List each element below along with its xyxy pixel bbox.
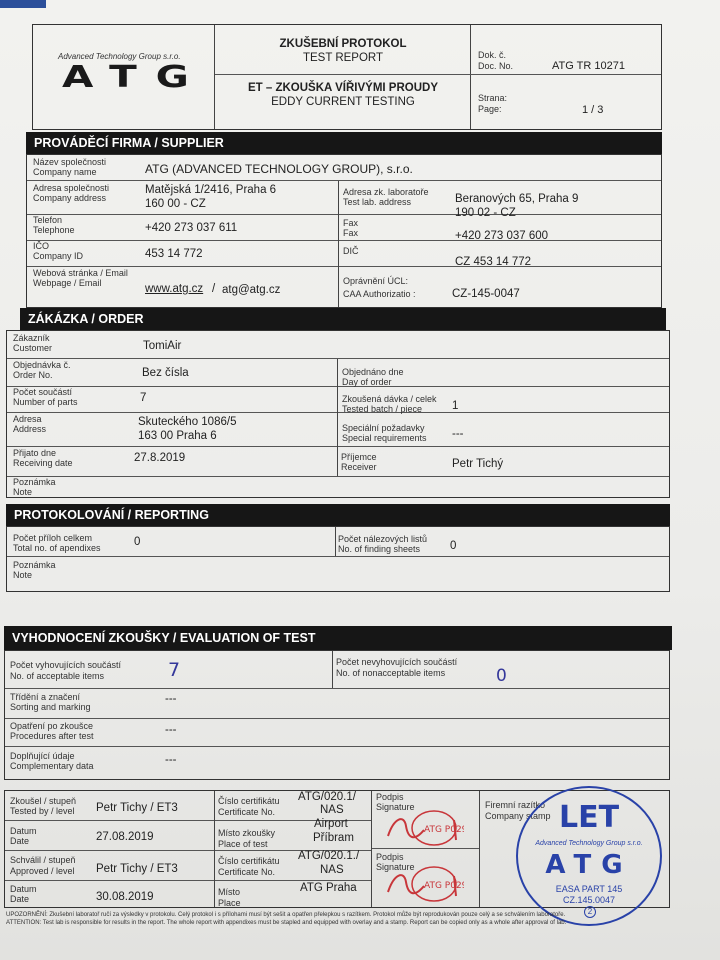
sign2-label-cz: Podpis bbox=[376, 852, 404, 862]
caa-value: CZ-145-0047 bbox=[452, 288, 520, 300]
complementary-value: --- bbox=[165, 754, 177, 766]
tel-label-en: Telephone bbox=[33, 225, 75, 235]
lab-addr-line2: 190 02 - CZ bbox=[455, 207, 516, 219]
section-reporting-heading: PROTOKOLOVÁNÍ / REPORTING bbox=[6, 504, 670, 526]
ico-label-en: Company ID bbox=[33, 251, 84, 261]
ordered-label-cz: Objednáno dne bbox=[342, 367, 404, 377]
stamp-serial: 2 bbox=[584, 906, 596, 918]
customer-label-cz: Zákazník bbox=[13, 333, 50, 343]
special-value: --- bbox=[452, 428, 464, 440]
appendix-value: 0 bbox=[134, 536, 141, 548]
email-link[interactable]: atg@atg.cz bbox=[222, 284, 281, 296]
page-label-en: Page: bbox=[478, 104, 502, 114]
supplier-addr-line1: Matějská 1/2416, Praha 6 bbox=[145, 184, 277, 196]
supplier-addr-line2: 160 00 - CZ bbox=[145, 198, 206, 210]
approved-label-cz: Schválil / stupeň bbox=[10, 855, 76, 865]
customer-value: TomiAir bbox=[143, 340, 182, 352]
sign1-label-cz: Podpis bbox=[376, 792, 404, 802]
place2-value: ATG Praha bbox=[300, 882, 357, 894]
stamp-let: LET bbox=[558, 800, 620, 835]
reporting-note-label-en: Note bbox=[13, 570, 33, 580]
nonacceptable-label-cz: Počet nevyhovujících součástí bbox=[336, 657, 458, 667]
appendix-label-cz: Počet příloh celkem bbox=[13, 533, 93, 543]
place1-label-cz: Místo zkoušky bbox=[218, 828, 276, 838]
stamp-easa: EASA PART 145 bbox=[555, 884, 623, 894]
dic-label: DIČ bbox=[343, 246, 359, 256]
title-en: TEST REPORT bbox=[302, 52, 384, 64]
tested-date-label-en: Date bbox=[10, 836, 30, 846]
batch-value: 1 bbox=[452, 400, 459, 412]
section-supplier-heading: PROVÁDĚCÍ FIRMA / SUPPLIER bbox=[26, 132, 662, 154]
cert1-label-en: Certificate No. bbox=[218, 807, 276, 817]
findings-value: 0 bbox=[450, 540, 457, 552]
signature-2-stamp-text: ATG P029 bbox=[424, 881, 464, 891]
cert1-label-cz: Číslo certifikátu bbox=[218, 796, 280, 806]
tested-label-cz: Zkoušel / stupeň bbox=[10, 796, 77, 806]
customer-label-en: Customer bbox=[13, 343, 53, 353]
subtitle-en: EDDY CURRENT TESTING bbox=[271, 96, 415, 108]
tel-label-cz: Telefon bbox=[33, 215, 63, 225]
place1-line1: Airport bbox=[314, 818, 348, 830]
tested-by-value: Petr Tichy / ET3 bbox=[96, 802, 178, 814]
approved-date-label-cz: Datum bbox=[10, 884, 37, 894]
web-separator: / bbox=[212, 283, 216, 295]
page-corner-tab bbox=[0, 0, 46, 8]
appendix-label-en: Total no. of apendixes bbox=[13, 543, 101, 553]
cert1-line1: ATG/020.1/ bbox=[298, 791, 356, 803]
acceptable-value: 7 bbox=[168, 659, 181, 681]
order-label-en: Order No. bbox=[13, 370, 53, 380]
ico-value: 453 14 772 bbox=[145, 248, 203, 260]
approved-label-en: Approved / level bbox=[10, 866, 75, 876]
cert2-label-en: Certificate No. bbox=[218, 867, 276, 877]
receiver-value: Petr Tichý bbox=[452, 458, 504, 470]
receiver-label-en: Receiver bbox=[341, 462, 377, 472]
supplier-name: ATG (ADVANCED TECHNOLOGY GROUP), s.r.o. bbox=[145, 162, 413, 176]
ordered-label-en: Day of order bbox=[342, 377, 392, 387]
web-link[interactable]: www.atg.cz bbox=[145, 283, 204, 295]
footer-warning-cz: UPOZORNĚNÍ: Zkušební laboratoř ručí za výsledky v protokolu. Celý protokol i s přílohami musí být sešit a opatřen přelepkou s razítkem. Protokol může být reprodukován pouze celý a se schválením laboratoře. bbox=[6, 912, 566, 918]
cert2-label-cz: Číslo certifikátu bbox=[218, 856, 280, 866]
atg-logo: ATG bbox=[62, 60, 208, 95]
tested-date-label-cz: Datum bbox=[10, 826, 37, 836]
place1-line2: Příbram bbox=[313, 832, 354, 844]
receiver-label-cz: Příjemce bbox=[341, 452, 377, 462]
signature-1-stamp-text: ATG P029 bbox=[424, 825, 464, 835]
complementary-label-cz: Doplňující údaje bbox=[10, 751, 75, 761]
parts-label-cz: Počet součástí bbox=[13, 387, 73, 397]
procedures-value: --- bbox=[165, 724, 177, 736]
cert2-line2: NAS bbox=[320, 864, 344, 876]
page-label-cz: Strana: bbox=[478, 93, 508, 103]
approved-date-label-en: Date bbox=[10, 894, 30, 904]
nonacceptable-label-en: No. of nonacceptable items bbox=[336, 668, 446, 678]
cert2-line1: ATG/020.1./ bbox=[298, 850, 360, 862]
address-label-en: Address bbox=[13, 424, 47, 434]
web-label-en: Webpage / Email bbox=[33, 278, 102, 288]
doc-label-cz: Dok. č. bbox=[478, 50, 507, 60]
tel-value: +420 273 037 611 bbox=[145, 222, 238, 234]
received-date: 27.8.2019 bbox=[134, 452, 186, 464]
web-label-cz: Webová stránka / Email bbox=[33, 268, 128, 278]
order-label-cz: Objednávka č. bbox=[13, 360, 71, 370]
tested-label-en: Tested by / level bbox=[10, 806, 75, 816]
parts-value: 7 bbox=[140, 392, 147, 404]
address-label-cz: Adresa bbox=[13, 414, 42, 424]
place1-label-en: Place of test bbox=[218, 839, 268, 849]
section-evaluation-heading: VYHODNOCENÍ ZKOUŠKY / EVALUATION OF TEST bbox=[4, 626, 672, 650]
fax-value: +420 273 037 600 bbox=[455, 230, 549, 242]
received-label-cz: Přijato dne bbox=[13, 448, 57, 458]
sign2-label-en: Signature bbox=[376, 862, 415, 872]
title-cz: ZKUŠEBNÍ PROTOKOL bbox=[279, 38, 407, 50]
page-number: 1 / 3 bbox=[582, 104, 604, 116]
ico-label-cz: IČO bbox=[33, 241, 50, 251]
fax-label-cz: Fax bbox=[343, 218, 359, 228]
complementary-label-en: Complementary data bbox=[10, 761, 94, 771]
findings-label-en: No. of finding sheets bbox=[338, 544, 421, 554]
company-stamp bbox=[516, 786, 662, 926]
supplier-name-label-cz: Název společnosti bbox=[33, 157, 107, 167]
dic-value: CZ 453 14 772 bbox=[455, 256, 532, 268]
sorting-value: --- bbox=[165, 693, 177, 705]
signature-1 bbox=[384, 806, 464, 846]
special-label-cz: Speciální požadavky bbox=[342, 423, 425, 433]
acceptable-label-en: No. of acceptable items bbox=[10, 671, 105, 681]
received-label-en: Receiving date bbox=[13, 458, 73, 468]
procedures-label-en: Procedures after test bbox=[10, 731, 94, 741]
order-note-label-cz: Poznámka bbox=[13, 477, 56, 487]
lab-addr-label-en: Test lab. address bbox=[343, 197, 412, 207]
sorting-label-cz: Třídění a značení bbox=[10, 692, 81, 702]
reporting-note-label-cz: Poznámka bbox=[13, 560, 56, 570]
supplier-name-label-en: Company name bbox=[33, 167, 97, 177]
stamp-label-en: Company stamp bbox=[485, 811, 551, 821]
sorting-label-en: Sorting and marking bbox=[10, 702, 91, 712]
place2-label-en: Place bbox=[218, 898, 241, 908]
fax-label-en: Fax bbox=[343, 228, 359, 238]
sign1-label-en: Signature bbox=[376, 802, 415, 812]
supplier-addr-label-en: Company address bbox=[33, 193, 107, 203]
approved-by-value: Petr Tichy / ET3 bbox=[96, 863, 178, 875]
supplier-addr-label-cz: Adresa společnosti bbox=[33, 183, 110, 193]
acceptable-label-cz: Počet vyhovujících součástí bbox=[10, 660, 122, 670]
header-company-small: Advanced Technology Group s.r.o. bbox=[58, 52, 181, 61]
place2-label-cz: Místo bbox=[218, 887, 241, 897]
cert1-line2: NAS bbox=[320, 804, 344, 816]
doc-label-en: Doc. No. bbox=[478, 61, 514, 71]
approved-date-value: 30.08.2019 bbox=[96, 891, 154, 903]
stamp-company-name: Advanced Technology Group s.r.o. bbox=[535, 840, 643, 847]
lab-addr-label-cz: Adresa zk. laboratoře bbox=[343, 187, 429, 197]
batch-label-cz: Zkoušená dávka / celek bbox=[342, 394, 437, 404]
caa-label-cz: Oprávnění ÚCL: bbox=[343, 276, 409, 286]
signature-2 bbox=[384, 862, 464, 902]
stamp-cz-number: CZ.145.0047 bbox=[562, 895, 616, 905]
procedures-label-cz: Opatření po zkoušce bbox=[10, 721, 94, 731]
special-label-en: Special requirements bbox=[342, 433, 427, 443]
stamp-label-cz: Firemní razítko bbox=[485, 800, 546, 810]
subtitle-cz: ET – ZKOUŠKA VÍŘIVÝMI PROUDY bbox=[248, 82, 438, 94]
address-line1: Skuteckého 1086/5 bbox=[138, 416, 237, 428]
tested-date-value: 27.08.2019 bbox=[96, 831, 154, 843]
order-number: Bez čísla bbox=[142, 367, 189, 379]
batch-label-en: Tested batch / piece bbox=[342, 404, 423, 414]
footer-warning-en: ATTENTION: Test lab is responsible for results in the report. The whole report with appendixes must be stapled and equipped with overlay and a stamp. Report can be copied only as a whole after approval of lab. bbox=[6, 920, 567, 926]
findings-label-cz: Počet nálezových listů bbox=[338, 534, 428, 544]
address-line2: 163 00 Praha 6 bbox=[138, 430, 217, 442]
doc-number: ATG TR 10271 bbox=[552, 60, 625, 72]
order-note-label-en: Note bbox=[13, 487, 33, 497]
order-table bbox=[6, 330, 670, 498]
nonacceptable-value: 0 bbox=[496, 666, 507, 686]
section-order-heading: ZÁKÁZKA / ORDER bbox=[20, 308, 666, 330]
caa-label-en: CAA Authorizatio : bbox=[343, 289, 416, 299]
parts-label-en: Number of parts bbox=[13, 397, 78, 407]
stamp-logo: ATG bbox=[545, 850, 633, 880]
lab-addr-line1: Beranových 65, Praha 9 bbox=[455, 193, 579, 205]
